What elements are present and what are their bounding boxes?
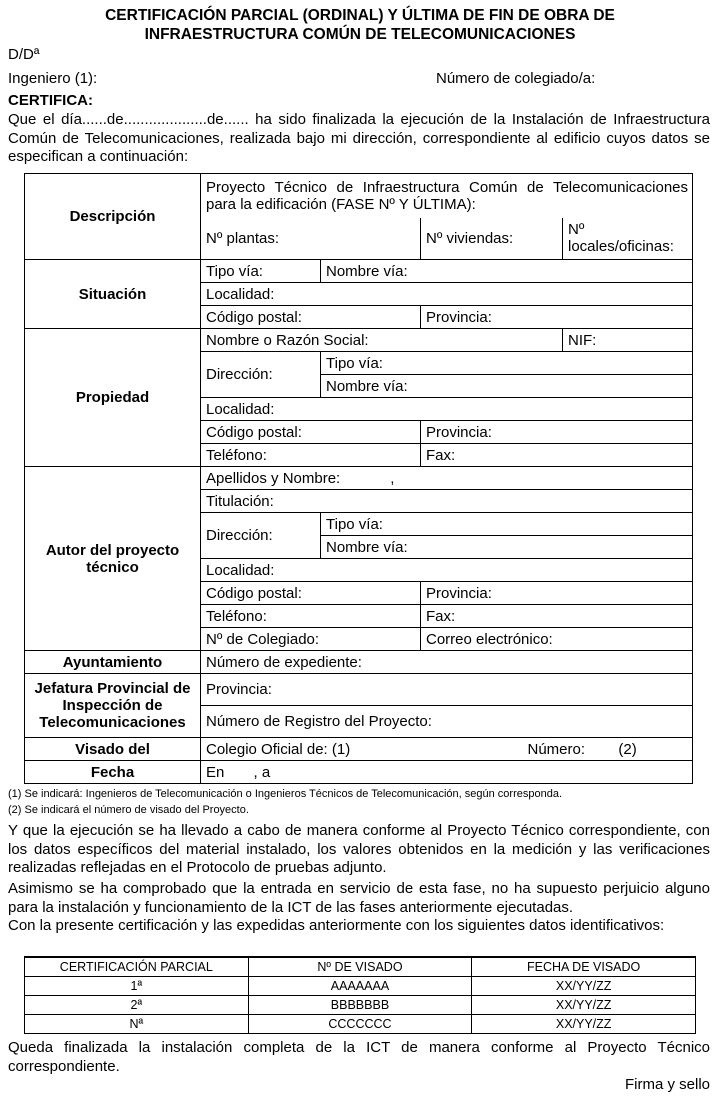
table-row — [25, 977, 696, 996]
propiedad-codigo-postal: Código postal: — [201, 421, 421, 444]
autor-nombre-via: Nombre vía: — [321, 536, 693, 559]
cert-table-header — [25, 957, 696, 977]
cert-visado: CCCCCCC — [248, 1015, 472, 1034]
cert-fecha: XX/YY/ZZ — [472, 1015, 696, 1034]
signature-label: Firma y sello — [624, 1076, 710, 1093]
ingeniero-label: Ingeniero (1): — [8, 70, 98, 87]
certification-table — [24, 956, 696, 1034]
situacion-tipo-via: Tipo vía: — [201, 260, 321, 283]
jefatura-label: Jefatura Provincial de Inspección de Telecomunicaciones — [25, 674, 201, 738]
autor-telefono: Teléfono: — [201, 605, 421, 628]
situacion-codigo-postal: Código postal: — [201, 306, 421, 329]
footnote-1: (1) Se indicará: Ingenieros de Telecomunicación o Ingenieros Técnicos de Telecomunicación, según corresponda. — [8, 788, 563, 800]
autor-apellidos: Apellidos y Nombre: , — [201, 467, 693, 490]
situacion-provincia: Provincia: — [421, 306, 693, 329]
situacion-localidad: Localidad: — [201, 283, 693, 306]
jefatura-registro: Número de Registro del Proyecto: — [201, 706, 693, 738]
title-line-2: INFRAESTRUCTURA COMÚN DE TELECOMUNICACIONES — [144, 26, 576, 43]
visado-label: Visado del — [25, 738, 201, 761]
autor-tipo-via: Tipo vía: — [321, 513, 693, 536]
cert-fecha: XX/YY/ZZ — [472, 996, 696, 1015]
autor-colegiado: Nº de Colegiado: — [201, 628, 421, 651]
document-title — [0, 6, 720, 44]
autor-label: Autor del proyecto técnico — [25, 467, 201, 651]
cert-visado: AAAAAAA — [248, 977, 472, 996]
paragraph-asimismo: Asimismo se ha comprobado que la entrada en servicio de esta fase, no ha supuesto perjuicio alguno para la instalación y funcionamiento de la ICT de las fases anteriormente ejecutadas. — [8, 880, 710, 916]
jefatura-provincia: Provincia: — [201, 674, 693, 706]
paragraph-certificacion: Con la presente certificación y las expedidas anteriormente con los siguientes datos identificativos: — [8, 917, 665, 934]
certifica-heading: CERTIFICA: — [8, 92, 93, 109]
propiedad-nombre: Nombre o Razón Social: — [201, 329, 563, 352]
visado-colegio: Colegio Oficial de: (1) — [201, 738, 523, 761]
closing-paragraph: Queda finalizada la instalación completa de la ICT de manera conforme al Proyecto Técnico correspondiente. — [8, 1039, 710, 1075]
cert-header-fecha: FECHA DE VISADO — [472, 957, 696, 977]
fecha-label: Fecha — [25, 761, 201, 784]
autor-correo: Correo electrónico: — [421, 628, 693, 651]
cert-ordinal: 1ª — [25, 977, 249, 996]
autor-localidad: Localidad: — [201, 559, 693, 582]
visado-numero: Número: (2) — [523, 738, 693, 761]
ayuntamiento-label: Ayuntamiento — [25, 651, 201, 674]
colegiado-label: Número de colegiado/a: — [436, 70, 596, 87]
cert-visado: BBBBBBB — [248, 996, 472, 1015]
propiedad-tipo-via: Tipo vía: — [321, 352, 693, 375]
project-data-table — [24, 173, 693, 784]
plantas-field: Nº plantas: — [201, 218, 421, 260]
descripcion-proyecto: Proyecto Técnico de Infraestructura Común de Telecomunicaciones para la edificación (FASE Nº Y ÚLTIMA): — [201, 174, 693, 218]
descripcion-label: Descripción — [25, 174, 201, 260]
cert-header-parcial: CERTIFICACIÓN PARCIAL — [25, 957, 249, 977]
situacion-nombre-via: Nombre vía: — [321, 260, 693, 283]
fecha-en: En , a — [201, 761, 693, 784]
table-row — [25, 1015, 696, 1034]
cert-ordinal: 2ª — [25, 996, 249, 1015]
propiedad-nif: NIF: — [563, 329, 693, 352]
autor-fax: Fax: — [421, 605, 693, 628]
autor-direccion: Dirección: — [201, 513, 321, 559]
propiedad-localidad: Localidad: — [201, 398, 693, 421]
dd-label: D/Dª — [8, 46, 40, 63]
intro-paragraph: Que el día......de....................de...... ha sido finalizada la ejecución de la Instalación de Infraestructura Común de Telecomunicaciones, realizada bajo mi dirección, correspondiente al edificio cuyos datos se especifican a continuación: — [8, 111, 710, 165]
autor-titulacion: Titulación: — [201, 490, 693, 513]
propiedad-label: Propiedad — [25, 329, 201, 467]
cert-ordinal: Nª — [25, 1015, 249, 1034]
propiedad-direccion: Dirección: — [201, 352, 321, 398]
table-row — [25, 996, 696, 1015]
cert-header-visado: Nº DE VISADO — [248, 957, 472, 977]
autor-codigo-postal: Código postal: — [201, 582, 421, 605]
situacion-label: Situación — [25, 260, 201, 329]
ayuntamiento-expediente: Número de expediente: — [201, 651, 693, 674]
footnote-2: (2) Se indicará el número de visado del Proyecto. — [8, 804, 249, 816]
autor-provincia: Provincia: — [421, 582, 693, 605]
title-line-1: CERTIFICACIÓN PARCIAL (ORDINAL) Y ÚLTIMA DE FIN DE OBRA DE — [105, 7, 615, 24]
cert-fecha: XX/YY/ZZ — [472, 977, 696, 996]
locales-field: Nº locales/oficinas: — [563, 218, 693, 260]
propiedad-provincia: Provincia: — [421, 421, 693, 444]
propiedad-telefono: Teléfono: — [201, 444, 421, 467]
propiedad-fax: Fax: — [421, 444, 693, 467]
viviendas-field: Nº viviendas: — [421, 218, 563, 260]
paragraph-conformidad: Y que la ejecución se ha llevado a cabo de manera conforme al Proyecto Técnico correspondiente, con los datos específicos del material instalado, los valores obtenidos en la medición y las verificaciones realizadas reflejadas en el Protocolo de pruebas adjunto. — [8, 822, 710, 876]
propiedad-nombre-via: Nombre vía: — [321, 375, 693, 398]
